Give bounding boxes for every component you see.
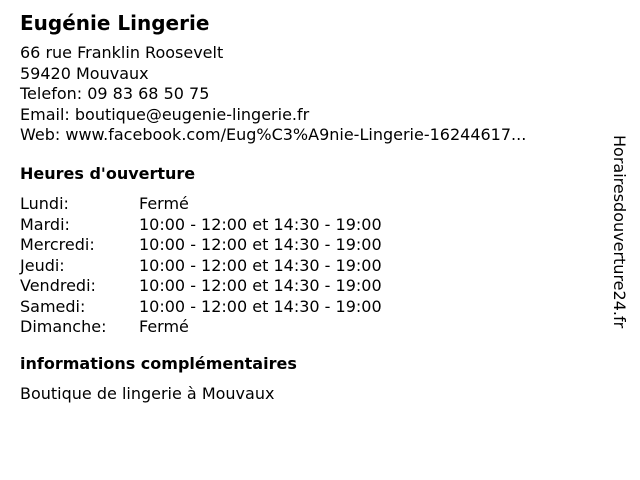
day-hours: 10:00 - 12:00 et 14:30 - 19:00 [139, 255, 382, 275]
web-link[interactable]: www.facebook.com/Eug%C3%A9nie-Lingerie-16244617... [65, 125, 527, 144]
phone-number[interactable]: 09 83 68 50 75 [87, 84, 210, 103]
hours-table [20, 194, 382, 338]
site-brand-watermark: Horairesdouverture24.fr [610, 135, 629, 329]
hours-row-saturday [20, 297, 382, 318]
day-label: Mercredi: [20, 235, 95, 254]
info-text: Boutique de lingerie à Mouvaux [20, 384, 275, 403]
day-hours: 10:00 - 12:00 et 14:30 - 19:00 [139, 235, 382, 254]
day-hours: 10:00 - 12:00 et 14:30 - 19:00 [139, 214, 382, 234]
email-label: Email: [20, 104, 75, 124]
contact-block [20, 43, 526, 146]
hours-row-sunday [20, 317, 382, 338]
hours-row-wednesday [20, 235, 382, 256]
email-link[interactable]: boutique@eugenie-lingerie.fr [74, 104, 310, 124]
web-line [20, 125, 526, 146]
hours-row-friday [20, 276, 382, 297]
city-address: 59420 Mouvaux [20, 63, 149, 83]
email-line [20, 105, 526, 126]
hours-row-thursday [20, 256, 382, 277]
day-label: Mardi: [20, 214, 70, 234]
phone-label: Telefon: [20, 84, 88, 103]
web-label: Web: [20, 125, 66, 144]
day-label: Samedi: [20, 296, 86, 316]
day-label: Lundi: [20, 194, 69, 213]
phone-line [20, 84, 526, 105]
day-label: Vendredi: [20, 276, 96, 295]
day-label: Jeudi: [20, 255, 65, 275]
hours-heading: Heures d'ouverture [20, 164, 196, 183]
info-heading: informations complémentaires [20, 354, 297, 373]
business-name: Eugénie Lingerie [20, 11, 210, 35]
day-hours: 10:00 - 12:00 et 14:30 - 19:00 [139, 276, 382, 295]
hours-row-tuesday [20, 215, 382, 236]
day-hours: Fermé [139, 317, 189, 336]
day-label: Dimanche: [20, 317, 107, 336]
hours-row-monday [20, 194, 382, 215]
street-address: 66 rue Franklin Roosevelt [20, 43, 224, 62]
day-hours: Fermé [139, 194, 189, 213]
day-hours: 10:00 - 12:00 et 14:30 - 19:00 [139, 296, 382, 316]
